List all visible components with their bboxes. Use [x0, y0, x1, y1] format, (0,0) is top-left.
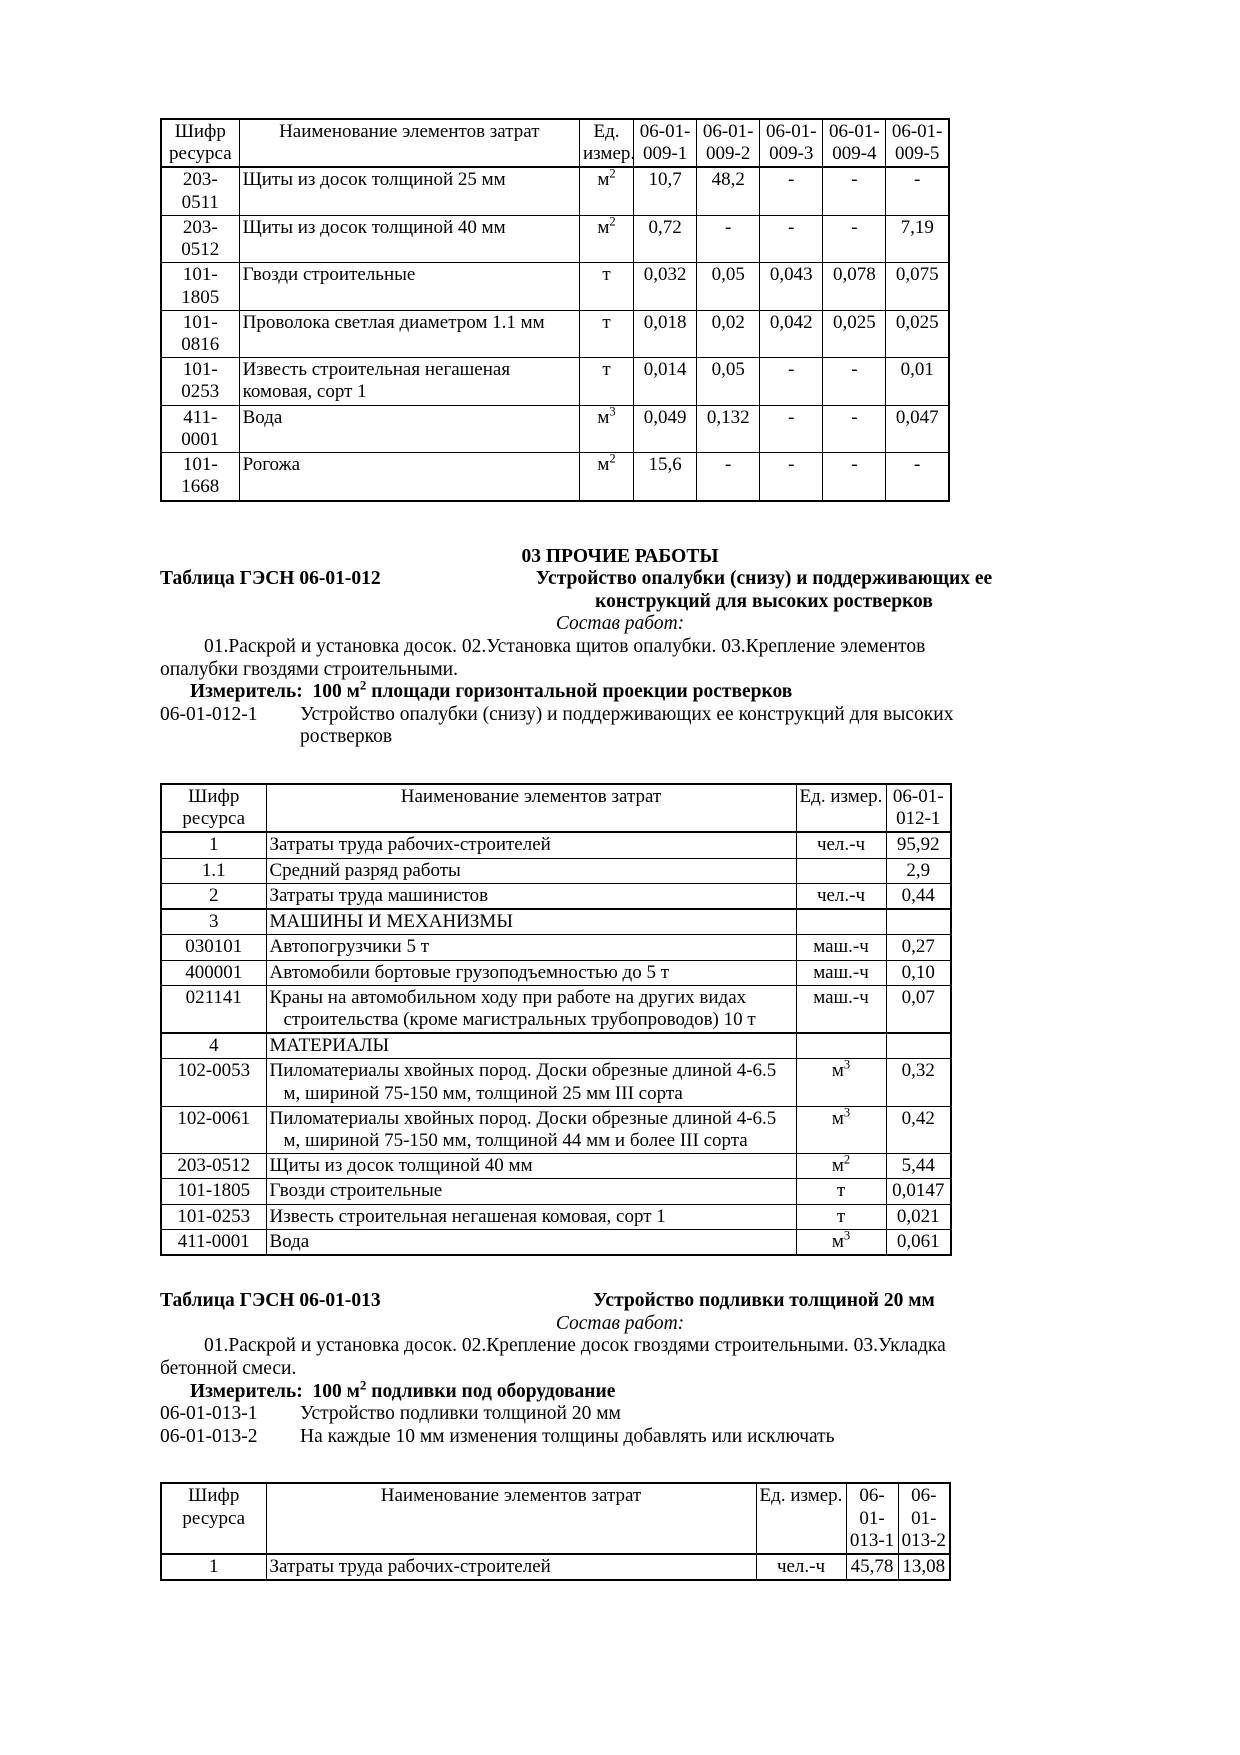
- cell-name: Щиты из досок толщиной 40 мм: [239, 215, 579, 262]
- cell-name: Гвозди строительные: [266, 1179, 796, 1204]
- item-desc: Устройство опалубки (снизу) и поддерживающих ее конструкций для высоких: [300, 703, 954, 725]
- header-col-1: 06-01-013-1: [846, 1483, 898, 1554]
- item-code: 06-01-013-1: [160, 1403, 258, 1425]
- cell-code: 101-0253: [161, 1204, 266, 1229]
- cell-name: Щиты из досок толщиной 40 мм: [266, 1154, 796, 1179]
- works-line-2: бетонной смеси.: [160, 1357, 297, 1379]
- cell-unit: $м^2$: [580, 167, 634, 215]
- header-col-1: 06-01-012-1: [886, 784, 951, 832]
- cell-unit: маш.-ч: [796, 960, 886, 985]
- item-code: 06-01-013-2: [160, 1425, 258, 1447]
- cell-value: 0,32: [886, 1059, 951, 1106]
- table-row: [161, 1229, 951, 1255]
- cell-value: 0,014: [634, 358, 697, 405]
- table-row: [161, 167, 949, 215]
- cell-value: -: [886, 167, 949, 215]
- cell-unit: т: [580, 358, 634, 405]
- cell-code: 203-0512: [161, 1154, 266, 1179]
- header-col-4: 06-01-009-4: [823, 119, 886, 167]
- cell-value: 0,032: [634, 263, 697, 310]
- cell-name: Известь строительная негашеная комовая, сорт 1: [239, 358, 579, 405]
- cell-value: 0,72: [634, 215, 697, 262]
- cell-name: Пиломатериалы хвойных пород. Доски обрезные длиной 4-6.5 м, шириной 75-150 мм, толщиной 25 мм III сорта: [266, 1059, 796, 1106]
- cell-value: 0,018: [634, 310, 697, 357]
- cell-value: -: [760, 453, 823, 501]
- cell-value: 0,42: [886, 1106, 951, 1153]
- cell-value: -: [823, 167, 886, 215]
- item-row-013-1: [160, 1403, 1080, 1426]
- cell-name: Пиломатериалы хвойных пород. Доски обрезные длиной 4-6.5 м, шириной 75-150 мм, толщиной 44 мм и более III сорта: [266, 1106, 796, 1153]
- cell-value: -: [823, 405, 886, 452]
- table-body: [161, 167, 949, 500]
- table-row: [161, 1204, 951, 1229]
- measure-line: [160, 678, 1080, 704]
- table-row: [161, 1154, 951, 1179]
- header-unit: Ед. измер.: [580, 119, 634, 167]
- header-shifr: Шифр ресурса: [161, 784, 266, 832]
- table-group-machines: [161, 909, 951, 1033]
- table-header-row: [161, 784, 951, 832]
- cell-name: Гвозди строительные: [239, 263, 579, 310]
- cell-value: 10,7: [634, 167, 697, 215]
- item-row-012-1: [160, 704, 1080, 727]
- cell-unit: $м^3$: [796, 1229, 886, 1255]
- table-row: [161, 909, 951, 935]
- cell-unit: $м^2$: [796, 1154, 886, 1179]
- table-row: [161, 858, 951, 883]
- cell-value: -: [760, 405, 823, 452]
- cell-name: Проволока светлая диаметром 1.1 мм: [239, 310, 579, 357]
- cell-code: 2: [161, 883, 266, 909]
- table-row: [161, 215, 949, 262]
- cell-value: -: [760, 215, 823, 262]
- cell-name: Затраты труда машинистов: [266, 883, 796, 909]
- cell-code: 1: [161, 832, 266, 858]
- cell-value: 0,075: [886, 263, 949, 310]
- works-label: Состав работ:: [555, 1312, 685, 1334]
- header-shifr: Шифр ресурса: [161, 119, 239, 167]
- table-row: [161, 310, 949, 357]
- header-col-3: 06-01-009-3: [760, 119, 823, 167]
- cell-unit: $м^2$: [580, 215, 634, 262]
- cell-code: 101-0816: [161, 310, 239, 357]
- item-desc: Устройство подливки толщиной 20 мм: [300, 1403, 621, 1425]
- table-row: [161, 263, 949, 310]
- cell-code: 4: [161, 1033, 266, 1059]
- measure-line: [160, 1378, 1080, 1404]
- cell-code: 400001: [161, 960, 266, 985]
- table-heading-012-cont: [160, 591, 1080, 614]
- header-col-2: 06-01-013-2: [898, 1483, 950, 1554]
- cell-value: 0,061: [886, 1229, 951, 1255]
- resource-table-012: [160, 783, 952, 1256]
- table-row: [161, 1033, 951, 1059]
- cell-code: 101-1805: [161, 1179, 266, 1204]
- header-unit: Ед. измер.: [756, 1483, 846, 1554]
- cell-group-title: МАТЕРИАЛЫ: [266, 1033, 796, 1059]
- cell-code: 1.1: [161, 858, 266, 883]
- cell-value: 0,132: [697, 405, 760, 452]
- cell-unit: $м^3$: [796, 1059, 886, 1106]
- table-row: [161, 1179, 951, 1204]
- cell-name: Вода: [266, 1229, 796, 1255]
- cell-value: -: [697, 453, 760, 501]
- cell-code: 411-0001: [161, 1229, 266, 1255]
- cell-unit: [796, 858, 886, 883]
- header-name: Наименование элементов затрат: [266, 1483, 756, 1554]
- cell-value: 15,6: [634, 453, 697, 501]
- table-heading-012: [160, 568, 1080, 591]
- table-heading-013: [160, 1290, 1080, 1313]
- cell-name: Затраты труда рабочих-строителей: [266, 1554, 756, 1580]
- table-row: [161, 832, 951, 858]
- cell-value: 0,44: [886, 883, 951, 909]
- cell-unit: т: [580, 310, 634, 357]
- section-title: 03 ПРОЧИЕ РАБОТЫ: [521, 545, 719, 567]
- cell-value: 0,02: [697, 310, 760, 357]
- cell-value: 0,025: [886, 310, 949, 357]
- measure-value: 100 $м^2$ площади горизонтальной проекции ростверков: [312, 678, 793, 703]
- cell-value: -: [760, 358, 823, 405]
- cell-value: 0,025: [823, 310, 886, 357]
- header-col-2: 06-01-009-2: [697, 119, 760, 167]
- cell-value: -: [823, 358, 886, 405]
- cell-value: 5,44: [886, 1154, 951, 1179]
- cell-code: 203-0511: [161, 167, 239, 215]
- cell-code: 021141: [161, 985, 266, 1033]
- cell-code: 203-0512: [161, 215, 239, 262]
- cell-value: [886, 1033, 951, 1059]
- table-body: [161, 1554, 950, 1580]
- table-title-line2: конструкций для высоких ростверков: [595, 590, 933, 612]
- table-row: [161, 960, 951, 985]
- table-title: Устройство подливки толщиной 20 мм: [593, 1290, 935, 1312]
- table-label: Таблица ГЭСН 06-01-012: [160, 568, 381, 590]
- cell-unit: $м^3$: [580, 405, 634, 452]
- cell-name: Рогожа: [239, 453, 579, 501]
- table-row: [161, 985, 951, 1033]
- cell-value: 0,10: [886, 960, 951, 985]
- cell-name: Щиты из досок толщиной 25 мм: [239, 167, 579, 215]
- cell-name: Автомобили бортовые грузоподъемностью до 5 т: [266, 960, 796, 985]
- cell-unit: т: [796, 1179, 886, 1204]
- cell-value: 2,9: [886, 858, 951, 883]
- item-code: 06-01-012-1: [160, 703, 258, 725]
- cell-name: Затраты труда рабочих-строителей: [266, 832, 796, 858]
- table-title-line1: Устройство опалубки (снизу) и поддерживающих ее: [535, 568, 993, 590]
- item-desc-cont: ростверков: [300, 726, 393, 748]
- cell-value: -: [823, 215, 886, 262]
- cell-value: 0,021: [886, 1204, 951, 1229]
- cell-value: 0,078: [823, 263, 886, 310]
- cell-group-title: МАШИНЫ И МЕХАНИЗМЫ: [266, 909, 796, 935]
- measure-prefix: Измеритель:: [190, 681, 303, 703]
- table-row: [161, 935, 951, 960]
- cell-value: 13,08: [898, 1554, 950, 1580]
- spacer: [160, 502, 1080, 546]
- cell-value: 0,27: [886, 935, 951, 960]
- header-col-5: 06-01-009-5: [886, 119, 949, 167]
- item-desc: На каждые 10 мм изменения толщины добавлять или исключать: [300, 1425, 835, 1447]
- cell-value: 0,05: [697, 358, 760, 405]
- table-row: [161, 883, 951, 909]
- table-row: [161, 358, 949, 405]
- cell-value: 95,92: [886, 832, 951, 858]
- works-label: Состав работ:: [555, 613, 685, 635]
- cell-code: 3: [161, 909, 266, 935]
- spacer: [160, 1448, 1080, 1482]
- works-line-1: 01.Раскрой и установка досок. 02.Установка щитов опалубки. 03.Крепление элементов: [204, 635, 926, 657]
- table-row: [161, 1106, 951, 1153]
- cell-value: 48,2: [697, 167, 760, 215]
- cell-unit: маш.-ч: [796, 935, 886, 960]
- table-group-labor: [161, 832, 951, 909]
- cell-code: 101-1668: [161, 453, 239, 501]
- cell-unit: чел.-ч: [796, 883, 886, 909]
- header-col-1: 06-01-009-1: [634, 119, 697, 167]
- cell-value: 0,047: [886, 405, 949, 452]
- cell-value: -: [697, 215, 760, 262]
- cell-value: 0,01: [886, 358, 949, 405]
- table-row: [161, 405, 949, 452]
- header-shifr: Шифр ресурса: [161, 1483, 266, 1554]
- cell-value: -: [886, 453, 949, 501]
- cell-code: 1: [161, 1554, 266, 1580]
- table-row: [161, 1554, 950, 1580]
- resource-table-013: [160, 1482, 951, 1581]
- cell-name: Автопогрузчики 5 т: [266, 935, 796, 960]
- works-line-2: опалубки гвоздями строительными.: [160, 658, 458, 680]
- measure-value: 100 $м^2$ подливки под оборудование: [312, 1378, 616, 1402]
- cell-code: 102-0061: [161, 1106, 266, 1153]
- cell-unit: т: [796, 1204, 886, 1229]
- cell-code: 030101: [161, 935, 266, 960]
- header-name: Наименование элементов затрат: [266, 784, 796, 832]
- cell-code: 102-0053: [161, 1059, 266, 1106]
- cell-value: 45,78: [846, 1554, 898, 1580]
- cell-value: 0,07: [886, 985, 951, 1033]
- measure-prefix: Измеритель:: [190, 1380, 303, 1402]
- table-label: Таблица ГЭСН 06-01-013: [160, 1290, 381, 1312]
- cell-unit: т: [580, 263, 634, 310]
- cell-unit: маш.-ч: [796, 985, 886, 1033]
- cell-unit: чел.-ч: [796, 832, 886, 858]
- cell-name: Известь строительная негашеная комовая, сорт 1: [266, 1204, 796, 1229]
- cell-unit: чел.-ч: [756, 1554, 846, 1580]
- cell-value: -: [760, 167, 823, 215]
- cell-unit: [796, 1033, 886, 1059]
- table-header-row: [161, 1483, 950, 1554]
- item-row-013-2: [160, 1426, 1080, 1449]
- cell-value: 0,05: [697, 263, 760, 310]
- cell-value: [886, 909, 951, 935]
- cell-value: -: [823, 453, 886, 501]
- resource-table-009: [160, 118, 950, 502]
- table-group-materials: [161, 1033, 951, 1255]
- cell-unit: [796, 909, 886, 935]
- header-unit: Ед. измер.: [796, 784, 886, 832]
- cell-value: 0,049: [634, 405, 697, 452]
- cell-unit: $м^3$: [796, 1106, 886, 1153]
- cell-unit: $м^2$: [580, 453, 634, 501]
- cell-name: Вода: [239, 405, 579, 452]
- cell-code: 101-0253: [161, 358, 239, 405]
- cell-name: Средний разряд работы: [266, 858, 796, 883]
- spacer: [160, 1256, 1080, 1290]
- cell-value: 0,043: [760, 263, 823, 310]
- cell-code: 411-0001: [161, 405, 239, 452]
- cell-code: 101-1805: [161, 263, 239, 310]
- cell-name: Краны на автомобильном ходу при работе на других видах строительства (кроме магистральных трубопроводов) 10 т: [266, 985, 796, 1033]
- table-row: [161, 1059, 951, 1106]
- cell-value: 7,19: [886, 215, 949, 262]
- cell-value: 0,042: [760, 310, 823, 357]
- works-line-1: 01.Раскрой и установка досок. 02.Крепление досок гвоздями строительными. 03.Укладка: [204, 1335, 946, 1357]
- cell-value: 0,0147: [886, 1179, 951, 1204]
- table-row: [161, 453, 949, 501]
- table-header-row: [161, 119, 949, 167]
- header-name: Наименование элементов затрат: [239, 119, 579, 167]
- spacer: [160, 749, 1080, 783]
